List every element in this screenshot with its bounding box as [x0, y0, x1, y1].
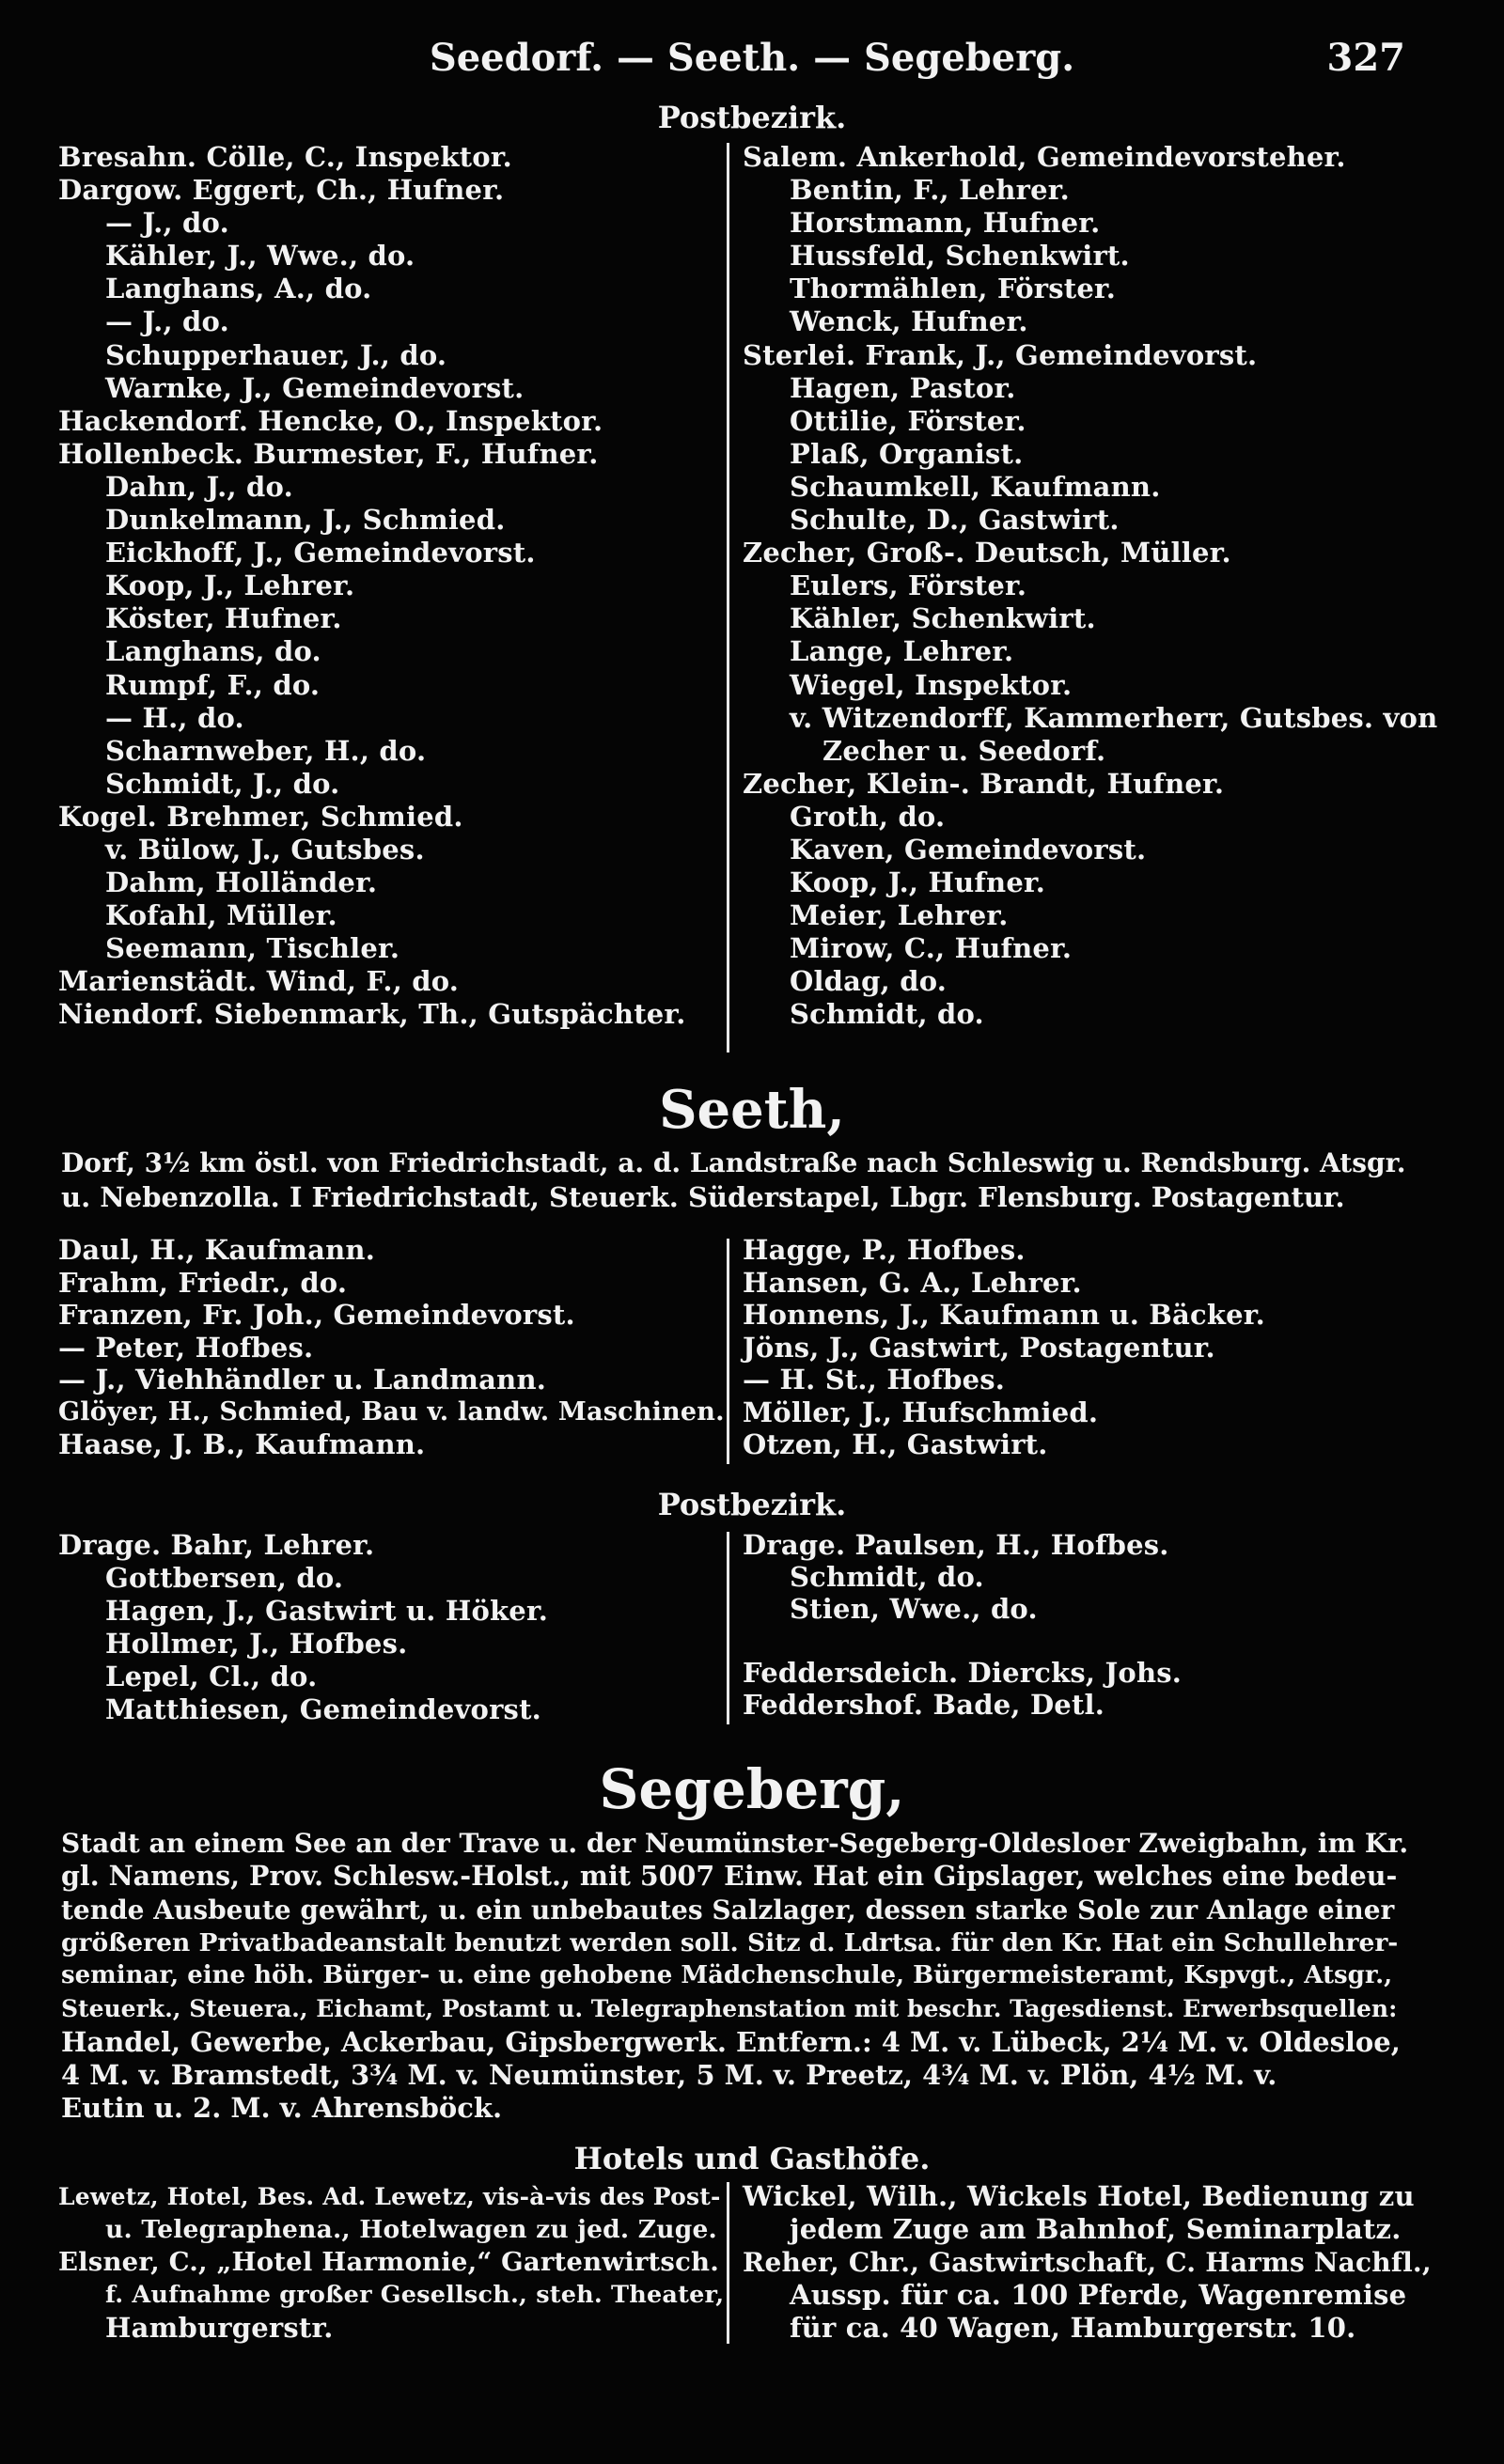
column-divider — [727, 2182, 729, 2344]
page-title: Seedorf. — Seeth. — Segeberg. — [429, 36, 1075, 80]
description-line: größeren Privatbadeanstalt benutzt werden soll. Sitz d. Ldrtsa. für den Kr. Hat ein Schullehrer- — [61, 1927, 1399, 1957]
column-divider — [727, 1239, 729, 1464]
description-line: u. Nebenzolla. I Friedrichstadt, Steuerk. Süderstapel, Lbgr. Flensburg. Postagentur. — [61, 1181, 1345, 1213]
directory-entry: Sterlei. Frank, J., Gemeindevorst. — [743, 338, 1258, 371]
directory-entry: Hagen, J., Gastwirt u. Höker. — [105, 1595, 549, 1627]
directory-entry: jedem Zuge am Bahnhof, Seminarplatz. — [790, 2213, 1402, 2245]
directory-entry: Kähler, Schenkwirt. — [790, 602, 1096, 635]
seeth-post-right-column — [743, 1529, 1438, 1721]
directory-entry: Scharnweber, H., do. — [105, 734, 427, 767]
directory-entry: Groth, do. — [790, 800, 946, 833]
directory-entry: Wickel, Wilh., Wickels Hotel, Bedienung zu — [743, 2180, 1415, 2212]
directory-entry: u. Telegraphena., Hotelwagen zu jed. Zuge. — [105, 2215, 717, 2244]
directory-entry: Koop, J., Hufner. — [790, 866, 1046, 899]
directory-entry: Dargow. Eggert, Ch., Hufner. — [58, 174, 505, 207]
directory-entry: Kähler, J., Wwe., do. — [105, 240, 415, 273]
directory-entry: Warnke, J., Gemeindevorst. — [105, 371, 525, 404]
directory-entry: Hansen, G. A., Lehrer. — [743, 1266, 1082, 1299]
directory-entry: f. Aufnahme großer Gesellsch., steh. Theater, — [105, 2281, 725, 2309]
directory-entry: Oldag, do. — [790, 965, 948, 998]
directory-entry: Gottbersen, do. — [105, 1562, 344, 1594]
directory-entry: Otzen, H., Gastwirt. — [743, 1428, 1048, 1460]
directory-entry: Schmidt, J., do. — [105, 767, 340, 800]
description-line: Handel, Gewerbe, Ackerbau, Gipsbergwerk. Entfern.: 4 M. v. Lübeck, 2¼ M. v. Oldesloe, — [61, 2025, 1401, 2058]
directory-entry: Stien, Wwe., do. — [790, 1593, 1038, 1625]
seeth-postbezirk-heading: Postbezirk. — [657, 1487, 847, 1522]
directory-entry: Schupperhauer, J., do. — [105, 338, 447, 371]
segeberg-description — [61, 1827, 1415, 2126]
description-line: Eutin u. 2. M. v. Ahrensböck. — [61, 2092, 503, 2125]
directory-entry: Jöns, J., Gastwirt, Postagentur. — [743, 1331, 1215, 1364]
seedorf-right-column — [743, 141, 1438, 1032]
directory-entry: Honnens, J., Kaufmann u. Bäcker. — [743, 1299, 1265, 1331]
directory-entry: Zecher, Groß-. Deutsch, Müller. — [743, 537, 1231, 569]
directory-entry — [743, 1625, 1438, 1657]
directory-entry: Niendorf. Siebenmark, Th., Gutspächter. — [58, 998, 686, 1031]
directory-entry: Schulte, D., Gastwirt. — [790, 504, 1120, 537]
directory-entry: Lepel, Cl., do. — [105, 1661, 318, 1692]
directory-entry: Köster, Hufner. — [105, 602, 342, 635]
column-divider — [727, 143, 729, 1053]
directory-entry: Drage. Paulsen, H., Hofbes. — [743, 1529, 1169, 1561]
directory-entry: Hagge, P., Hofbes. — [743, 1234, 1026, 1266]
running-head — [0, 36, 1504, 92]
directory-entry: Reher, Chr., Gastwirtschaft, C. Harms Nachfl., — [743, 2247, 1432, 2278]
directory-entry: Elsner, C., „Hotel Harmonie,“ Gartenwirtsch. — [58, 2247, 720, 2277]
directory-entry: Kaven, Gemeindevorst. — [790, 833, 1147, 866]
directory-entry: Marienstädt. Wind, F., do. — [58, 965, 460, 998]
directory-entry: Frahm, Friedr., do. — [58, 1266, 348, 1299]
directory-entry: Daul, H., Kaufmann. — [58, 1234, 376, 1266]
directory-entry: Mirow, C., Hufner. — [790, 932, 1073, 965]
directory-entry: Dahn, J., do. — [105, 470, 293, 503]
directory-entry: Matthiesen, Gemeindevorst. — [105, 1693, 541, 1725]
directory-entry: Hagen, Pastor. — [790, 371, 1016, 404]
hotels-left-column — [58, 2180, 726, 2345]
directory-entry: Salem. Ankerhold, Gemeindevorsteher. — [743, 141, 1346, 173]
directory-entry: v. Witzendorff, Kammerherr, Gutsbes. von — [790, 701, 1438, 734]
directory-entry: Zecher, Klein-. Brandt, Hufner. — [743, 767, 1225, 800]
seeth-left-column — [58, 1234, 726, 1461]
directory-entry: Schaumkell, Kaufmann. — [790, 470, 1161, 503]
directory-entry: Hussfeld, Schenkwirt. — [790, 240, 1130, 273]
directory-entry: Langhans, do. — [105, 635, 321, 668]
directory-entry: Rumpf, F., do. — [105, 668, 321, 701]
seeth-heading: Seeth, — [659, 1079, 845, 1141]
directory-entry: Seemann, Tischler. — [105, 932, 400, 965]
directory-entry: Hackendorf. Hencke, O., Inspektor. — [58, 404, 603, 437]
seeth-description — [61, 1146, 1415, 1214]
directory-entry: Lange, Lehrer. — [790, 635, 1014, 668]
seeth-right-column — [743, 1234, 1438, 1461]
directory-entry: Thormählen, Förster. — [790, 273, 1117, 305]
directory-entry: Zecher u. Seedorf. — [822, 734, 1106, 767]
directory-entry: — J., do. — [105, 305, 229, 338]
directory-entry: Möller, J., Hufschmied. — [743, 1396, 1099, 1428]
directory-entry: Hollenbeck. Burmester, F., Hufner. — [58, 437, 599, 470]
page-number: 327 — [1326, 36, 1405, 80]
directory-entry: Eulers, Förster. — [790, 569, 1027, 602]
directory-entry: Eickhoff, J., Gemeindevorst. — [105, 537, 536, 569]
directory-entry: Franzen, Fr. Joh., Gemeindevorst. — [58, 1299, 575, 1331]
directory-entry: Haase, J. B., Kaufmann. — [58, 1428, 426, 1460]
directory-entry: Drage. Bahr, Lehrer. — [58, 1529, 375, 1561]
description-line: Dorf, 3½ km östl. von Friedrichstadt, a. d. Landstraße nach Schleswig u. Rendsburg. Atsgr. — [61, 1147, 1406, 1178]
seeth-post-left-column — [58, 1529, 726, 1726]
seedorf-left-column — [58, 141, 721, 1032]
directory-entry: Feddersdeich. Diercks, Johs. — [743, 1657, 1183, 1689]
directory-entry: Hamburgerstr. — [105, 2312, 334, 2344]
directory-entry: Plaß, Organist. — [790, 437, 1024, 470]
segeberg-heading: Segeberg, — [599, 1757, 905, 1821]
directory-entry: Dunkelmann, J., Schmied. — [105, 504, 506, 537]
directory-entry: — Peter, Hofbes. — [58, 1331, 314, 1364]
hotels-heading: Hotels und Gasthöfe. — [573, 2141, 931, 2176]
directory-entry: Aussp. für ca. 100 Pferde, Wagenremise — [790, 2279, 1407, 2311]
directory-entry: Glöyer, H., Schmied, Bau v. landw. Maschinen. — [58, 1396, 725, 1427]
directory-entry: — J., do. — [105, 207, 229, 240]
directory-entry: Wiegel, Inspektor. — [790, 668, 1073, 701]
directory-entry: Hollmer, J., Hofbes. — [105, 1628, 408, 1660]
directory-entry: Feddershof. Bade, Detl. — [743, 1689, 1105, 1721]
directory-entry: Wenck, Hufner. — [790, 305, 1028, 338]
directory-entry: Kogel. Brehmer, Schmied. — [58, 800, 463, 833]
directory-entry: Langhans, A., do. — [105, 273, 372, 305]
column-divider — [727, 1532, 729, 1724]
directory-entry: v. Bülow, J., Gutsbes. — [105, 833, 425, 866]
description-line: Steuerk., Steuera., Eichamt, Postamt u. Telegraphenstation mit beschr. Tagesdienst. Erwerbsquellen: — [61, 1995, 1398, 2023]
description-line: 4 M. v. Bramstedt, 3¾ M. v. Neumünster, 5 M. v. Preetz, 4¾ M. v. Plön, 4½ M. v. — [61, 2059, 1277, 2092]
directory-entry: Lewetz, Hotel, Bes. Ad. Lewetz, vis-à-vis des Post- — [58, 2183, 721, 2210]
hotels-right-column — [743, 2180, 1438, 2345]
directory-entry: — J., Viehhändler u. Landmann. — [58, 1364, 547, 1396]
directory-entry: Dahm, Holländer. — [105, 866, 378, 899]
directory-entry: Schmidt, do. — [790, 1561, 984, 1593]
directory-entry: Bentin, F., Lehrer. — [790, 174, 1070, 207]
description-line: gl. Namens, Prov. Schlesw.-Holst., mit 5007 Einw. Hat ein Gipslager, welches eine bedeu- — [61, 1860, 1398, 1893]
directory-entry: Ottilie, Förster. — [790, 404, 1026, 437]
directory-entry: Kofahl, Müller. — [105, 899, 337, 932]
directory-entry: Horstmann, Hufner. — [790, 207, 1101, 240]
directory-entry: für ca. 40 Wagen, Hamburgerstr. 10. — [790, 2312, 1356, 2344]
directory-entry: — H. St., Hofbes. — [743, 1364, 1006, 1396]
directory-entry: Meier, Lehrer. — [790, 899, 1009, 932]
description-line: tende Ausbeute gewährt, u. ein unbebautes Salzlager, dessen starke Sole zur Anlage einer — [61, 1894, 1395, 1926]
description-line: Stadt an einem See an der Trave u. der Neumünster-Segeberg-Oldesloer Zweigbahn, im Kr. — [61, 1828, 1409, 1859]
directory-entry: Schmidt, do. — [790, 998, 984, 1031]
directory-entry: — H., do. — [105, 701, 244, 734]
description-line: seminar, eine höh. Bürger- u. eine gehobene Mädchenschule, Bürgermeisteramt, Kspvgt., Atsgr., — [61, 1961, 1393, 1990]
seedorf-postbezirk-heading: Postbezirk. — [657, 100, 847, 135]
directory-entry: Koop, J., Lehrer. — [105, 569, 355, 602]
directory-entry: Bresahn. Cölle, C., Inspektor. — [58, 141, 512, 173]
